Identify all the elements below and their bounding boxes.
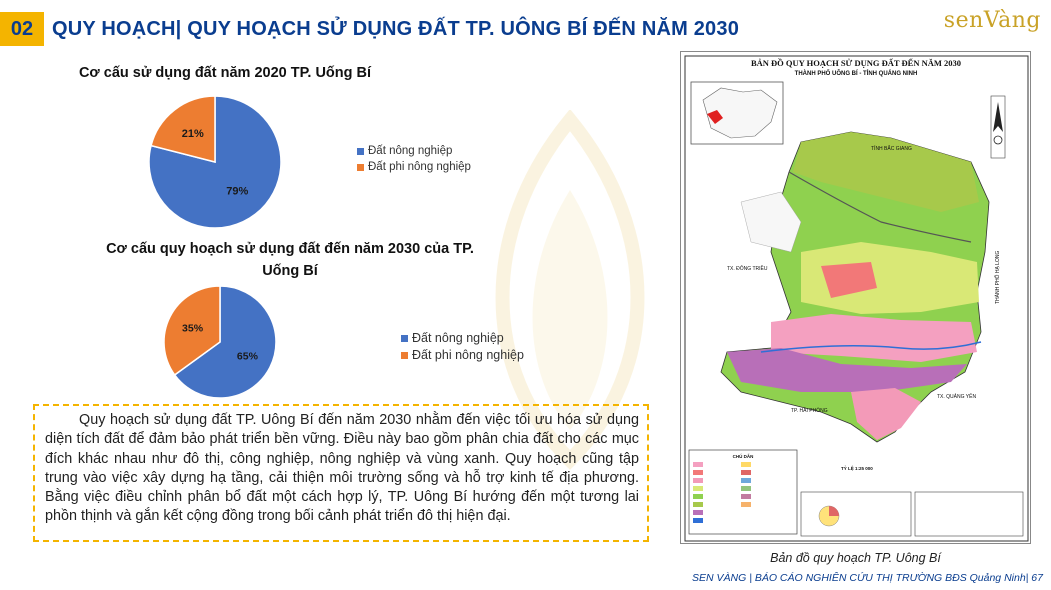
map-legend-title: CHÚ DẪN (732, 454, 754, 459)
legend-label: Đất phi nông nghiệp (368, 161, 471, 173)
legend-label: Đất nông nghiệp (368, 145, 453, 157)
map-label-south-east: TX. QUẢNG YÊN (937, 394, 977, 400)
map-drawing (681, 52, 1032, 545)
map-title: BẢN ĐỒ QUY HOẠCH SỬ DỤNG ĐẤT ĐẾN NĂM 2030 (750, 58, 962, 68)
legend-swatch-blue (357, 148, 364, 155)
map-label-south-west: TP. HẢI PHÒNG (791, 408, 828, 414)
chart-2-legend-item-2 (401, 347, 524, 364)
page-header (0, 12, 739, 46)
legend-swatch-blue (401, 335, 408, 342)
chart-1-data-label-1: 79% (226, 185, 249, 198)
legend-label: Đất nông nghiệp (412, 331, 504, 345)
chart-2-pie (160, 284, 280, 400)
legend-label: Đất phi nông nghiệp (412, 348, 524, 362)
chart-1-legend-item-2 (357, 159, 471, 175)
map-summary-table (801, 492, 1023, 536)
map-label-east: THÀNH PHỐ HẠ LONG (995, 250, 1001, 304)
chart-1-title: Cơ cấu sử dụng đất năm 2020 TP. Uống Bí (78, 65, 372, 81)
legend-swatch-orange (401, 352, 408, 359)
north-arrow-icon (991, 96, 1005, 158)
map-caption: Bản đồ quy hoạch TP. Uông Bí (770, 551, 941, 565)
chart-1-data-label-2: 21% (181, 128, 204, 141)
chart-2-title-line-2: Uống Bí (262, 263, 318, 279)
chart-2-legend-item-1 (401, 330, 524, 347)
chart-2-legend (401, 330, 524, 364)
legend-swatch-orange (357, 164, 364, 171)
land-use-map (680, 51, 1031, 544)
chart-2-data-label-1: 65% (236, 350, 258, 363)
page-footer: SEN VÀNG | BÁO CÁO NGHIÊN CỨU THỊ TRƯỜNG BĐS Quảng Ninh| 67 (692, 572, 1043, 584)
description-text: Quy hoạch sử dụng đất TP. Uông Bí đến năm 2030 nhằm đến việc tối ưu hóa sử dụng diện tích đất để đảm bảo phát triển bền vững. Điều này bao gồm phân chia đất cho các mục đích khác nhau như đô thị, công nghiệp, nông nghiệp và vùng xanh. Quy hoạch cũng tập trung vào việc xây dựng hạ tầng, cải thiện môi trường sống và hỗ trợ kinh tế địa phương. Bằng việc điều chỉnh phân bổ đất một cách hợp lý, TP. Uông Bí hướng đến một tương lai phồn thịnh và gắn kết cộng đồng trong bối cảnh phát triển đô thị hiện đại. (45, 412, 639, 525)
chart-2-title (55, 238, 525, 282)
chart-2-title-line-1: Cơ cấu quy hoạch sử dụng đất đến năm 2030 của TP. (106, 241, 474, 257)
sen-vang-logo: senVàng (943, 8, 1041, 33)
description-box (33, 404, 649, 542)
section-number-badge: 02 (0, 12, 44, 46)
page-title: QUY HOẠCH| QUY HOẠCH SỬ DỤNG ĐẤT TP. UÔNG BÍ ĐẾN NĂM 2030 (52, 17, 740, 40)
chart-1-pie (140, 88, 290, 236)
chart-1-legend (357, 143, 471, 175)
map-scale: TỶ LỆ 1:25 000 (841, 466, 873, 471)
map-label-north: TỈNH BẮC GIANG (871, 146, 912, 152)
map-label-west: TX. ĐÔNG TRIỀU (727, 266, 768, 272)
map-subtitle: THÀNH PHỐ UÔNG BÍ - TỈNH QUẢNG NINH (794, 71, 918, 77)
chart-1-legend-item-1 (357, 143, 471, 159)
chart-2-data-label-2: 35% (182, 322, 204, 335)
